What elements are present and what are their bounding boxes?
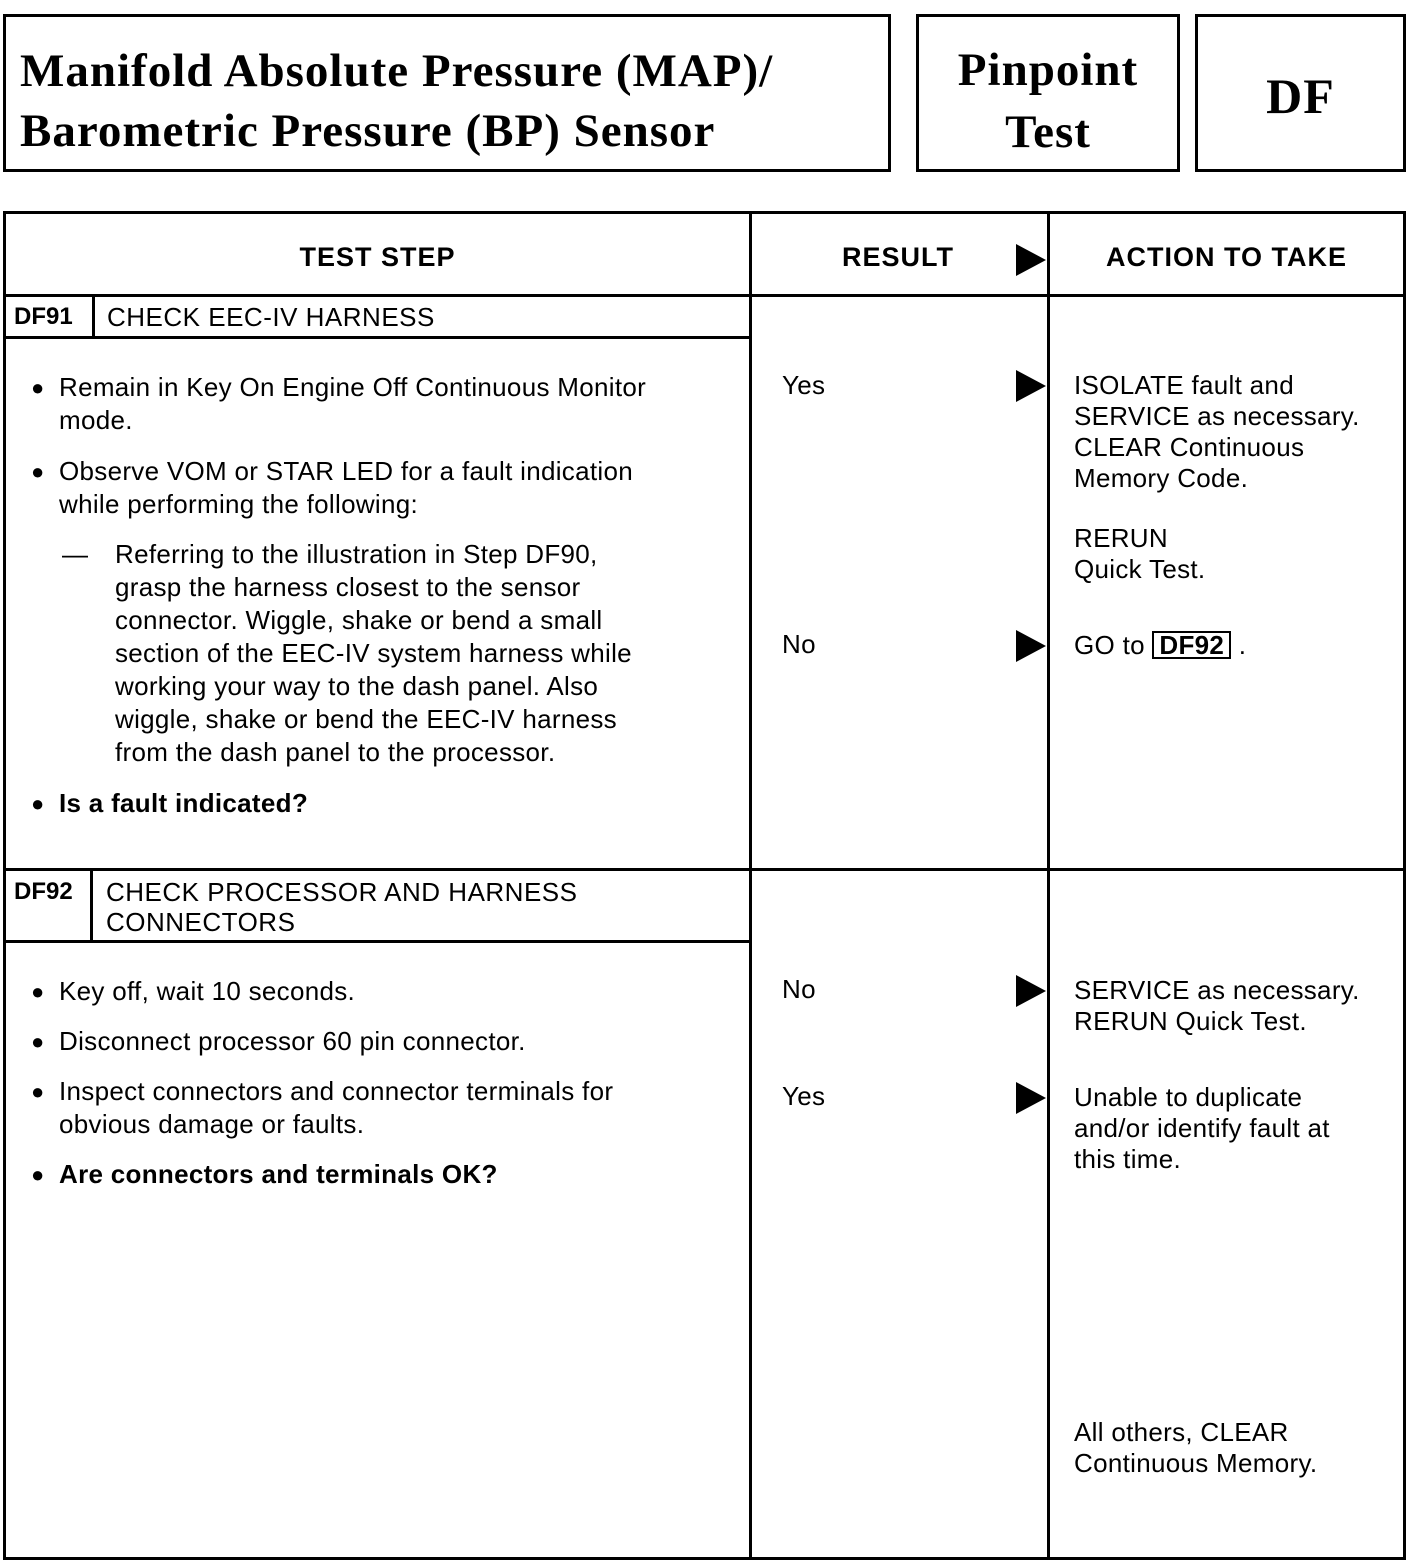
title-box [3, 14, 891, 172]
column-divider-1 [749, 214, 752, 1557]
pinpoint-line-1: Pinpoint [957, 44, 1139, 96]
pinpoint-line-2: Test [1005, 106, 1091, 158]
goto-suffix: . [1238, 630, 1247, 660]
result-yes-df92: Yes [782, 1081, 826, 1111]
pinpoint-table [3, 211, 1406, 1560]
sub-instruction-line: from the dash panel to the processor. [115, 737, 556, 767]
bullet-icon: ● [31, 791, 45, 816]
action-line: Continuous Memory. [1074, 1448, 1318, 1478]
step-title-df92-line1: CHECK PROCESSOR AND HARNESS [106, 877, 578, 907]
step-title-divider-df91 [6, 336, 752, 339]
header-divider [6, 294, 1403, 297]
instruction-line: Inspect connectors and connector terminals for [59, 1076, 614, 1106]
sub-instruction-line: Referring to the illustration in Step DF90, [115, 539, 598, 569]
bullet-icon: ● [31, 1079, 45, 1104]
sub-instruction-line: working your way to the dash panel. Also [115, 671, 599, 701]
result-yes-df91: Yes [782, 370, 826, 400]
result-arrow-icon [1016, 1082, 1046, 1114]
sub-instruction-line: section of the EEC-IV system harness while [115, 638, 632, 668]
action-line: Unable to duplicate [1074, 1082, 1303, 1112]
action-line: ISOLATE fault and [1074, 370, 1294, 400]
bullet-icon: ● [31, 979, 45, 1004]
step-title-divider-df92 [6, 940, 752, 943]
result-arrow-icon [1016, 975, 1046, 1007]
action-line: Memory Code. [1074, 463, 1249, 493]
bullet-icon: ● [31, 375, 45, 400]
test-code-box [1195, 14, 1406, 172]
step-reference-df92[interactable]: DF92 [1152, 631, 1231, 659]
bullet-icon: ● [31, 459, 45, 484]
instruction-line: Key off, wait 10 seconds. [59, 976, 356, 1006]
dash-icon: — [62, 539, 88, 569]
action-line: RERUN [1074, 523, 1168, 553]
header-test-step: TEST STEP [299, 242, 456, 272]
action-line: SERVICE as necessary. [1074, 401, 1360, 431]
column-divider-2 [1047, 214, 1050, 1557]
pinpoint-test-box [916, 14, 1180, 172]
instruction-line: Remain in Key On Engine Off Continuous Monitor [59, 372, 647, 402]
step-number-df91: DF91 [14, 303, 73, 330]
bullet-icon: ● [31, 1029, 45, 1054]
action-line: SERVICE as necessary. [1074, 975, 1360, 1005]
title-line-2: Barometric Pressure (BP) Sensor [20, 105, 716, 157]
result-arrow-icon [1016, 370, 1046, 402]
sub-instruction-line: wiggle, shake or bend the EEC-IV harness [115, 704, 617, 734]
result-no-df91: No [782, 629, 816, 659]
action-line: and/or identify fault at [1074, 1113, 1330, 1143]
step-title-df92-line2: CONNECTORS [106, 907, 296, 937]
instruction-line: while performing the following: [59, 489, 419, 519]
instruction-line: Disconnect processor 60 pin connector. [59, 1026, 526, 1056]
instruction-line: mode. [59, 405, 133, 435]
action-line: CLEAR Continuous [1074, 432, 1305, 462]
header-arrow-icon [1016, 244, 1046, 276]
question-df91: Is a fault indicated? [59, 788, 309, 818]
instruction-line: Observe VOM or STAR LED for a fault indication [59, 456, 633, 486]
action-line: Quick Test. [1074, 554, 1206, 584]
step-number-divider-df92 [90, 868, 93, 940]
step-title-df91: CHECK EEC-IV HARNESS [107, 302, 435, 332]
step-divider [6, 868, 1403, 871]
goto-prefix: GO to [1074, 630, 1145, 660]
result-no-df92: No [782, 974, 816, 1004]
action-line: this time. [1074, 1144, 1182, 1174]
question-df92: Are connectors and terminals OK? [59, 1159, 498, 1189]
header-action: ACTION TO TAKE [1106, 242, 1347, 272]
sub-instruction-line: grasp the harness closest to the sensor [115, 572, 581, 602]
title-line-1: Manifold Absolute Pressure (MAP)/ [20, 45, 774, 97]
action-line: All others, CLEAR [1074, 1417, 1289, 1447]
bullet-icon: ● [31, 1162, 45, 1187]
sub-instruction-line: connector. Wiggle, shake or bend a small [115, 605, 603, 635]
goto-action [1074, 630, 1246, 661]
instruction-line: obvious damage or faults. [59, 1109, 365, 1139]
action-line: RERUN Quick Test. [1074, 1006, 1307, 1036]
step-number-divider-df91 [92, 294, 95, 336]
test-code: DF [1266, 68, 1335, 124]
result-arrow-icon [1016, 630, 1046, 662]
step-number-df92: DF92 [14, 878, 73, 905]
header-result: RESULT [842, 242, 954, 272]
